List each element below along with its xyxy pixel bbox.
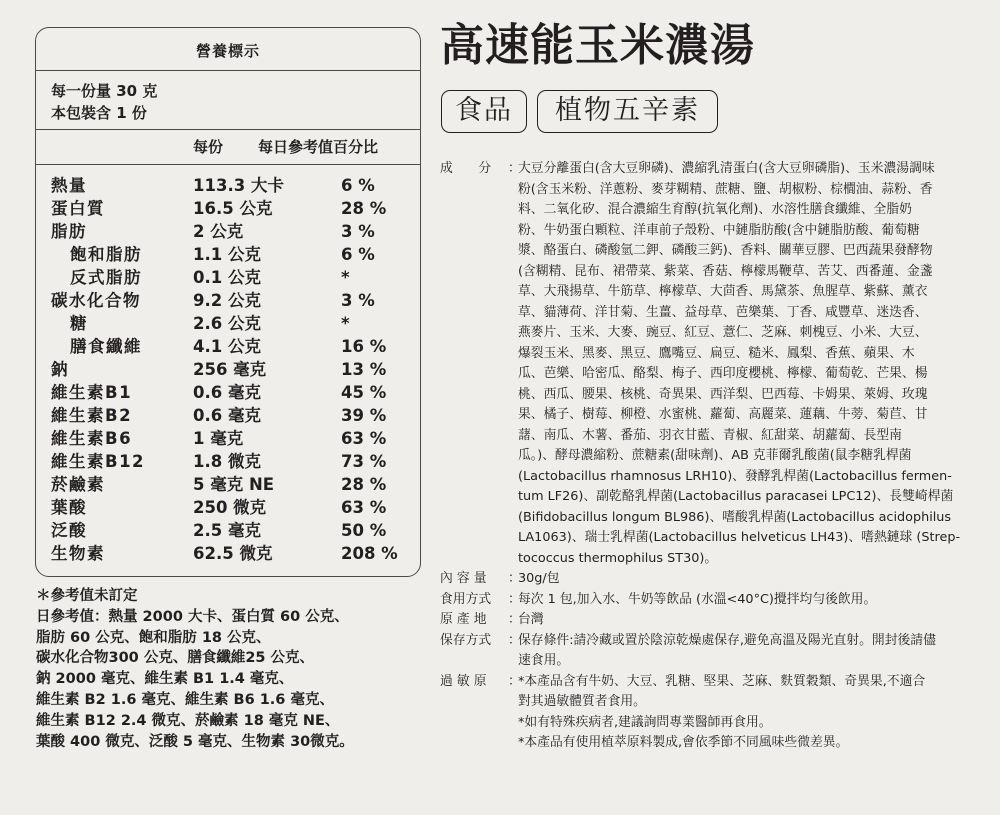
nutrient-daily-pct: * <box>341 314 350 333</box>
nutrition-row <box>36 450 420 473</box>
nutrient-name: 泛酸 <box>51 521 87 540</box>
nutrient-name: 葉酸 <box>51 498 87 517</box>
divider <box>36 70 420 71</box>
nutrient-amount: 0.6 毫克 <box>193 406 261 425</box>
serving-info <box>51 80 157 124</box>
footnote-line: 鈉 2000 毫克、維生素 B1 1.4 毫克、 <box>36 671 294 688</box>
nutrient-name: 菸鹼素 <box>51 475 105 494</box>
info-line: 果、橘子、樹莓、柳橙、水蜜桃、蘿蔔、高麗菜、蓮藕、牛蒡、菊苣、甘 <box>518 407 928 422</box>
nutrient-name: 生物素 <box>51 544 105 563</box>
footnote-line: ＊參考值未訂定 <box>36 588 138 604</box>
info-origin <box>440 610 968 631</box>
info-line: 燕麥片、玉米、大麥、豌豆、紅豆、薏仁、芝麻、刺槐豆、小米、大豆、 <box>518 325 928 340</box>
info-label: 成 分 <box>440 161 492 176</box>
header-daily-value: 每日參考值百分比 <box>258 138 379 156</box>
nutrition-row <box>36 496 420 519</box>
header-per-serving: 每份 <box>193 138 224 156</box>
nutrient-amount: 4.1 公克 <box>193 337 261 356</box>
info-line: 粉(含玉米粉、洋蔥粉、麥芽糊精、蔗糖、鹽、胡椒粉、棕櫚油、蒜粉、香 <box>518 181 933 197</box>
nutrition-title: 營養標示 <box>195 42 260 60</box>
nutrition-row <box>36 197 420 220</box>
nutrient-amount: 113.3 大卡 <box>193 176 284 195</box>
nutrition-row <box>36 266 420 289</box>
info-label: 原 產 地 <box>440 612 487 627</box>
nutrition-rows <box>36 174 420 565</box>
info-value <box>518 610 968 631</box>
nutrient-daily-pct: 63 % <box>341 498 387 517</box>
nutrient-amount: 9.2 公克 <box>193 291 261 310</box>
info-line: (Bifidobacillus longum BL986)、嗜酸乳桿菌(Lactobacillus acidophilus <box>518 509 952 525</box>
info-line: 瓜、芭樂、哈密瓜、酪梨、梅子、西印度櫻桃、檸檬、葡萄乾、芒果、楊 <box>518 366 928 381</box>
info-value <box>518 569 968 590</box>
info-line: tum LF26)、副乾酪乳桿菌(Lactobacillus paracasei LPC12)、長雙崎桿菌 <box>518 489 954 504</box>
info-line: (Lactobacillus rhamnosus LRH10)、發酵乳桿菌(Lactobacillus fermen- <box>518 468 952 484</box>
info-line: 草、大飛揚草、牛筋草、檸檬草、大茴香、馬黛茶、魚腥草、紫蘇、薰衣 <box>518 284 928 299</box>
footnote-line: 維生素 B2 1.6 毫克、維生素 B6 1.6 毫克、 <box>36 691 334 708</box>
nutrition-row <box>36 381 420 404</box>
nutrition-row <box>36 335 420 358</box>
info-colon: ： <box>508 591 521 607</box>
nutrient-daily-pct: 45 % <box>341 383 387 402</box>
info-value <box>518 590 968 611</box>
nutrition-row <box>36 174 420 197</box>
footnote-line: 碳水化合物300 公克、膳食纖維25 公克、 <box>36 650 315 667</box>
info-line: 保存條件:請冷藏或置於陰涼乾燥處保存,避免高溫及陽光直射。開封後請儘 <box>518 632 936 648</box>
nutrient-daily-pct: 50 % <box>341 521 387 540</box>
info-label: 食用方式 <box>440 591 492 607</box>
info-line: 桃、西瓜、腰果、核桃、奇異果、西洋梨、巴西莓、卡姆果、萊姆、玫瑰 <box>518 386 928 402</box>
nutrient-amount: 62.5 微克 <box>193 544 273 563</box>
info-net-content <box>440 569 968 590</box>
nutrient-amount: 1.8 微克 <box>193 452 261 471</box>
nutrient-name: 反式脂肪 <box>70 268 142 287</box>
nutrient-daily-pct: 13 % <box>341 360 387 379</box>
info-line: 粉、牛奶蛋白顆粒、洋車前子殼粉、中鏈脂肪酸(含中鏈脂肪酸、葡萄糖 <box>518 222 920 238</box>
info-line: 瓜。)、酵母濃縮粉、蔗糖素(甜味劑)、AB 克菲爾乳酸菌(鼠李糖乳桿菌 <box>518 448 912 463</box>
footnote-line: 維生素 B12 2.4 微克、菸鹼素 18 毫克 NE、 <box>36 712 340 729</box>
nutrient-amount: 1 毫克 <box>193 429 244 448</box>
info-value <box>518 672 968 754</box>
nutrition-row <box>36 289 420 312</box>
info-line: 大豆分離蛋白(含大豆卵磷)、濃縮乳清蛋白(含大豆卵磷脂)、玉米濃湯調味 <box>518 161 935 176</box>
footnote-line: 日參考值：熱量 2000 大卡、蛋白質 60 公克、 <box>36 608 349 625</box>
info-label: 保存方式 <box>440 632 492 648</box>
info-line: 每次 1 包,加入水、牛奶等飲品 (水溫<40°C)攪拌均勻後飲用。 <box>518 591 877 607</box>
nutrient-daily-pct: * <box>341 268 350 287</box>
info-line: 台灣 <box>518 612 544 627</box>
info-line: LA1063)、瑞士乳桿菌(Lactobacillus helveticus LH43)、嗜熱鏈球 (Strep- <box>518 530 961 545</box>
nutrient-amount: 256 毫克 <box>193 360 267 379</box>
nutrient-name: 蛋白質 <box>51 199 105 218</box>
nutrition-row <box>36 427 420 450</box>
nutrient-amount: 5 毫克 NE <box>193 475 275 494</box>
nutrient-name: 鈉 <box>51 360 69 379</box>
nutrition-row <box>36 358 420 381</box>
nutrition-row <box>36 220 420 243</box>
product-info <box>440 159 968 754</box>
info-value <box>518 159 968 569</box>
nutrient-amount: 2.5 毫克 <box>193 521 261 540</box>
nutrient-name: 膳食纖維 <box>70 337 142 356</box>
nutrition-row <box>36 473 420 496</box>
badge-vegetarian: 植物五辛素 <box>537 90 718 133</box>
divider <box>36 129 420 130</box>
nutrition-row <box>36 312 420 335</box>
nutrient-daily-pct: 6 % <box>341 176 375 195</box>
nutrient-daily-pct: 63 % <box>341 429 387 448</box>
nutrition-row <box>36 519 420 542</box>
nutrient-name: 熱量 <box>51 176 87 195</box>
info-storage <box>440 631 968 672</box>
nutrient-name: 維生素B1 <box>51 383 133 402</box>
info-value <box>518 631 968 672</box>
info-line: 料、二氧化矽、混合濃縮生育醇(抗氧化劑)、水溶性膳食纖維、全脂奶 <box>518 202 912 217</box>
nutrient-amount: 0.6 毫克 <box>193 383 261 402</box>
nutrition-row <box>36 404 420 427</box>
serving-size: 每一份量 30 克 <box>51 82 158 100</box>
nutrient-name: 維生素B6 <box>51 429 133 448</box>
info-line: 對其過敏體質者食用。 <box>518 694 646 709</box>
nutrient-daily-pct: 39 % <box>341 406 387 425</box>
nutrient-daily-pct: 28 % <box>341 199 387 218</box>
info-line: 爆裂玉米、黑麥、黑豆、鷹嘴豆、扁豆、糙米、鳳梨、香蕉、蘋果、木 <box>518 345 915 361</box>
info-line: 30g/包 <box>518 571 560 586</box>
nutrient-name: 碳水化合物 <box>51 291 141 310</box>
nutrient-amount: 2 公克 <box>193 222 244 241</box>
nutrient-daily-pct: 73 % <box>341 452 387 471</box>
info-line: *如有特殊疾病者,建議詢問專業醫師再食用。 <box>518 714 772 730</box>
nutrient-name: 飽和脂肪 <box>70 245 142 264</box>
nutrient-daily-pct: 208 % <box>341 544 398 563</box>
nutrient-amount: 0.1 公克 <box>193 268 261 287</box>
footnote-line: 脂肪 60 公克、飽和脂肪 18 公克、 <box>36 629 271 646</box>
nutrition-footnotes <box>36 586 354 752</box>
nutrition-row <box>36 243 420 266</box>
nutrient-daily-pct: 3 % <box>341 291 375 310</box>
footnote-line: 葉酸 400 微克、泛酸 5 毫克、生物素 30微克。 <box>36 733 354 750</box>
info-colon: ： <box>508 673 521 689</box>
info-usage <box>440 590 968 611</box>
product-title: 高速能玉米濃湯 <box>440 20 755 71</box>
nutrition-row <box>36 542 420 565</box>
info-colon: ： <box>508 161 521 176</box>
nutrient-name: 脂肪 <box>51 222 87 241</box>
badge-food: 食品 <box>441 90 527 133</box>
nutrient-amount: 250 微克 <box>193 498 267 517</box>
info-line: 藷、南瓜、木薯、番茄、羽衣甘藍、青椒、紅甜菜、胡蘿蔔、長型南 <box>518 427 902 443</box>
info-line: 漿、酪蛋白、磷酸氫二鉀、磷酸三鈣)、香料、關華豆膠、巴西蔬果發酵物 <box>518 243 933 258</box>
nutrient-daily-pct: 28 % <box>341 475 387 494</box>
nutrient-amount: 1.1 公克 <box>193 245 261 264</box>
nutrient-name: 糖 <box>70 314 88 333</box>
info-line: (含糊精、昆布、裙帶菜、紫菜、香菇、檸檬馬鞭草、苦艾、西番蓮、金盞 <box>518 263 933 279</box>
nutrient-name: 維生素B2 <box>51 406 133 425</box>
nutrient-name: 維生素B12 <box>51 452 146 471</box>
info-colon: ： <box>508 632 521 648</box>
info-allergens <box>440 672 968 754</box>
nutrient-daily-pct: 3 % <box>341 222 375 241</box>
info-line: *本產品有使用植萃原料製成,會依季節不同風味些微差異。 <box>518 735 849 750</box>
info-line: tococcus thermophilus ST30)。 <box>518 550 718 566</box>
nutrient-amount: 16.5 公克 <box>193 199 273 218</box>
info-colon: ： <box>508 612 521 627</box>
nutrient-daily-pct: 16 % <box>341 337 387 356</box>
info-ingredients <box>440 159 968 569</box>
nutrient-amount: 2.6 公克 <box>193 314 261 333</box>
info-line: 速食用。 <box>518 653 570 668</box>
divider <box>36 164 420 165</box>
servings-per-package: 本包裝含 1 份 <box>51 104 147 122</box>
info-label: 過 敏 原 <box>440 673 487 689</box>
nutrition-facts-box <box>35 27 421 577</box>
info-line: 草、貓薄荷、洋甘菊、生薑、益母草、芭樂葉、丁香、咸豐草、迷迭香、 <box>518 304 928 320</box>
info-colon: ： <box>508 571 521 586</box>
info-line: *本產品含有牛奶、大豆、乳糖、堅果、芝麻、麩質穀類、奇異果,不適合 <box>518 673 926 689</box>
info-label: 內 容 量 <box>440 571 487 586</box>
nutrient-daily-pct: 6 % <box>341 245 375 264</box>
